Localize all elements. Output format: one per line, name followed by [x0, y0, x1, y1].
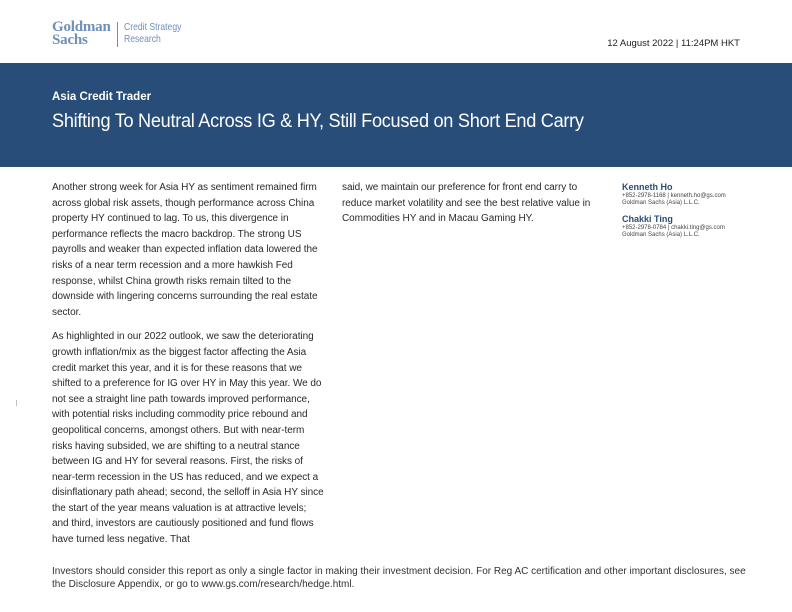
division-name [124, 21, 181, 45]
author-card [622, 214, 762, 239]
logo-divider [117, 22, 118, 47]
body-column-2 [342, 180, 602, 236]
author-contact[interactable]: +852-2978-0784 | chakki.ting@gs.com [622, 225, 725, 231]
author-name: Kenneth Ho [622, 182, 673, 192]
division-line-2: Research [123, 33, 161, 45]
paragraph-1: Another strong week for Asia HY as sentiment remained firm across global risk assets, though performance across China property HY continued to lag. To us, this divergence in performance reflects the macro backdrop. The strong US payrolls and weaker than expected inflation data lowered the risks of a near term recession and a more hawkish Fed response, whilst China growth risks remain tilted to the downside with lingering concerns surrounding the real estate sector. [52, 182, 318, 318]
paragraph-2: As highlighted in our 2022 outlook, we saw the deteriorating growth inflation/mix as the biggest factor affecting the Asia credit market this year, and it is for these reasons that we shifted to a preference for IG over HY in May this year. We do not see a straight line path towards improved performance, with potential risks including commodity price rebound and geopolitical concerns, amongst others. But with near-term risks having subsided, we are shifting to a neutral stance between IG and HY for several reasons. First, the risks of near-term recession in the US has reduced, and we expect a disinflationary path ahead; second, the selloff in Asia HY since the start of the year means valuation is at attractive levels; and third, investors are cautiously positioned and fund flows have turned less negative. That [52, 331, 324, 546]
body-column-1 [52, 180, 324, 557]
author-name: Chakki Ting [622, 214, 673, 224]
report-title: Shifting To Neutral Across IG & HY, Still Focused on Short End Carry [52, 110, 584, 132]
disclosure-footer: Investors should consider this report as only a single factor in making their investment decision. For Reg AC certification and other important disclosures, see the Disclosure Appendix, or go to www.gs.com/research/hedge.html. [52, 566, 746, 590]
division-line-1: Credit Strategy [123, 21, 182, 33]
logo-wordmark [52, 21, 111, 47]
author-contact[interactable]: +852-2978-1168 | kenneth.ho@gs.com [622, 193, 726, 199]
report-header [0, 0, 792, 63]
author-firm: Goldman Sachs (Asia) L.L.C. [622, 232, 700, 238]
logo-line-1: Goldman [52, 19, 111, 35]
margin-mark [16, 400, 17, 406]
report-date: 12 August 2022 | 11:24PM HKT [607, 38, 740, 49]
author-firm: Goldman Sachs (Asia) L.L.C. [622, 200, 700, 206]
logo-line-2: Sachs [52, 32, 88, 48]
author-card [622, 182, 762, 207]
paragraph-3: said, we maintain our preference for front end carry to reduce market volatility and see the best relative value in Commodities HY and in Macau Gaming HY. [342, 182, 591, 225]
goldman-sachs-logo [52, 21, 194, 47]
author-list [622, 182, 762, 246]
series-name: Asia Credit Trader [52, 91, 152, 103]
